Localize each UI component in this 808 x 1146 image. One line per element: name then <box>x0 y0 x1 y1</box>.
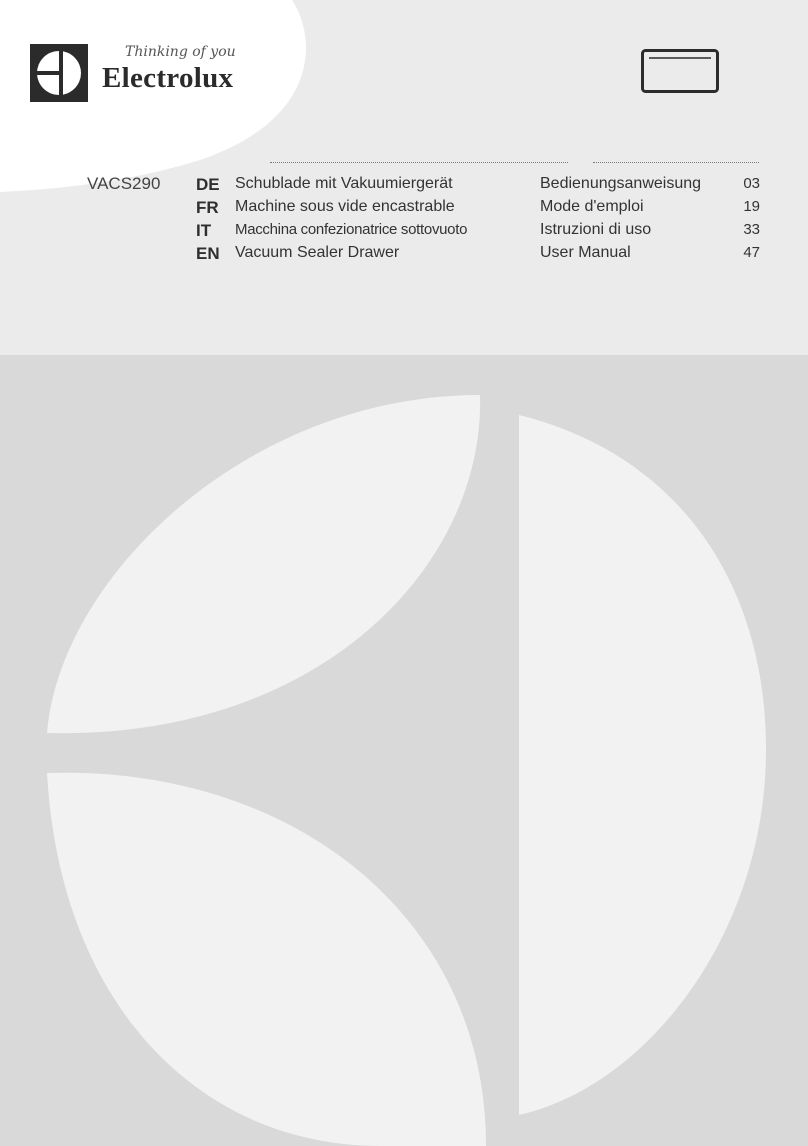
page-number: 33 <box>743 221 760 238</box>
product-description: Schublade mit Vakuumiergerät <box>235 175 453 192</box>
cover-graphic-band <box>0 355 808 1146</box>
electrolux-watermark-logo <box>0 355 808 1146</box>
language-row-en <box>0 244 808 266</box>
page-number: 19 <box>743 198 760 215</box>
language-row-fr <box>0 198 808 220</box>
language-row-de <box>0 175 808 197</box>
product-description: Vacuum Sealer Drawer <box>235 244 400 261</box>
brand-name: Electrolux <box>102 62 234 94</box>
language-code: IT <box>196 221 212 240</box>
product-description: Machine sous vide encastrable <box>235 198 455 215</box>
language-row-it <box>0 221 808 243</box>
document-type: Bedienungsanweisung <box>540 175 702 192</box>
brand-tagline: Thinking of you <box>125 44 236 60</box>
document-type: Istruzioni di uso <box>540 221 652 238</box>
drawer-icon <box>641 49 719 93</box>
language-code: EN <box>196 244 220 263</box>
language-code: DE <box>196 175 220 194</box>
dotted-divider-left <box>270 162 568 163</box>
page-number: 47 <box>743 244 760 261</box>
model-number: VACS290 <box>87 174 161 193</box>
electrolux-logo-icon <box>30 44 88 102</box>
page-number: 03 <box>743 175 760 192</box>
dotted-divider-right <box>593 162 759 163</box>
document-type: Mode d'emploi <box>540 198 644 215</box>
product-description: Macchina confezionatrice sottovuoto <box>235 221 468 238</box>
document-type: User Manual <box>540 244 631 261</box>
language-code: FR <box>196 198 219 217</box>
